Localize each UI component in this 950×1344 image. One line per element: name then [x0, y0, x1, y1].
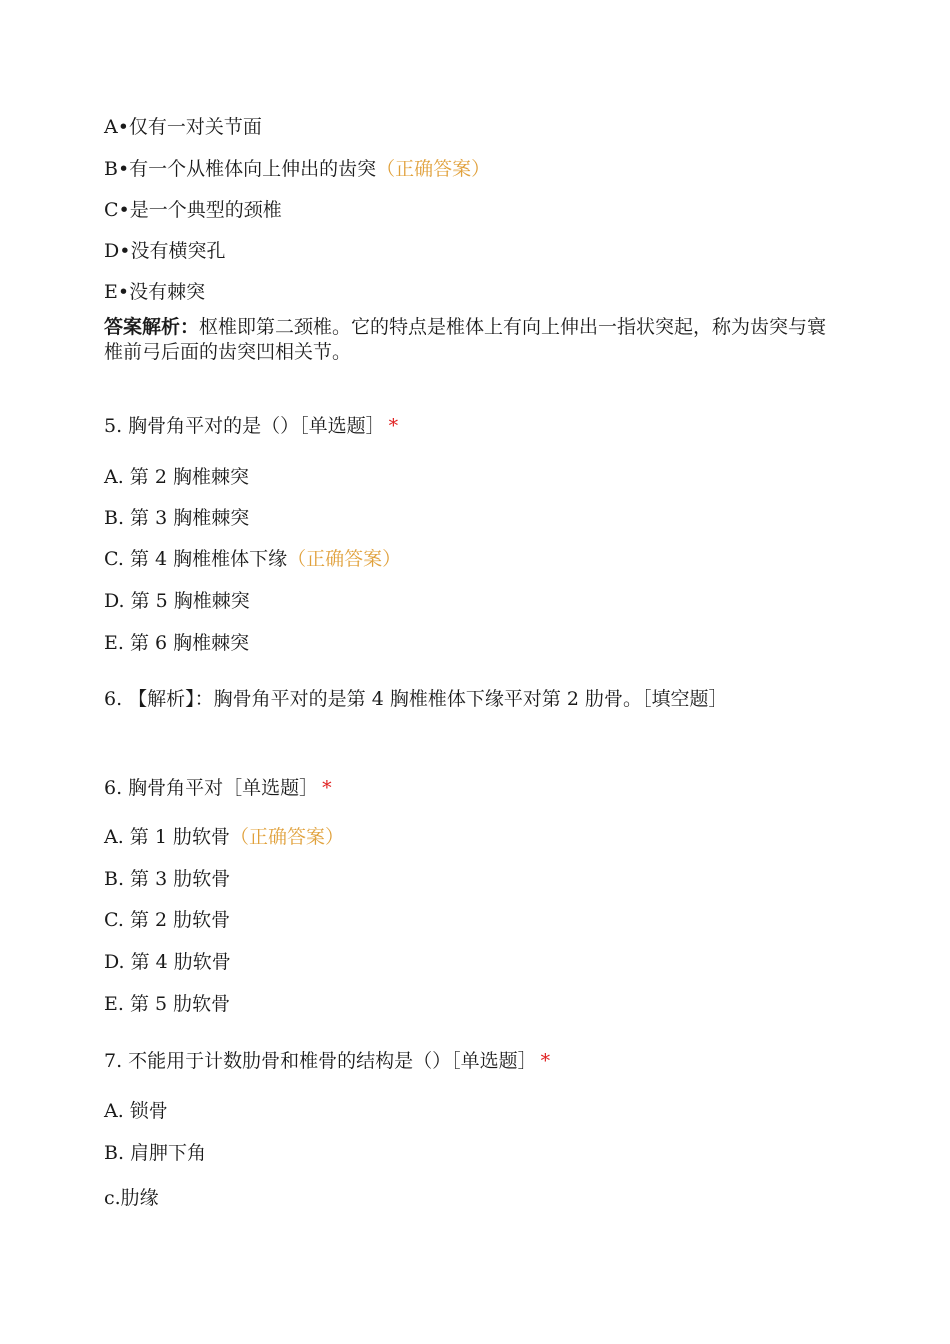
question-6-analysis: [104, 687, 728, 711]
analysis-text: 枢椎即第二颈椎。它的特点是椎体上有向上伸出一指状突起，称为齿突与寰椎前弓后面的齿突凹相关节。: [104, 316, 827, 363]
option-text: C. 第 4 胸椎椎体下缘: [104, 548, 288, 570]
option-text: B. 第 3 胸椎棘突: [104, 507, 250, 529]
answer-analysis: [104, 315, 844, 365]
correct-answer-mark: （正确答案）: [287, 548, 402, 570]
question-text: 6. 【解析】：胸骨角平对的是第 4 胸椎椎体下缘平对第 2 肋骨。［填空题］: [104, 688, 728, 710]
q5-option-a: [104, 465, 249, 489]
required-star: *: [540, 1050, 551, 1072]
option-text: A. 锁骨: [104, 1100, 168, 1122]
option-text: D. 第 4 肋软骨: [104, 951, 231, 973]
option-text: E. 第 6 胸椎棘突: [104, 632, 250, 654]
q6-option-c: [104, 908, 230, 932]
question-5-title: [104, 414, 398, 438]
option-text: E. 第 5 肋软骨: [104, 993, 231, 1015]
correct-answer-mark: （正确答案）: [376, 158, 491, 180]
q5-option-b: [104, 506, 249, 530]
option-text: E•没有棘突: [104, 281, 206, 303]
correct-answer-mark: （正确答案）: [229, 826, 344, 848]
option-text: C. 第 2 肋软骨: [104, 909, 231, 931]
option-a: [104, 115, 262, 139]
option-text: c.肋缘: [104, 1187, 159, 1209]
q5-option-e: [104, 631, 249, 655]
q6-option-e: [104, 992, 230, 1016]
option-text: D•没有横突孔: [104, 240, 226, 262]
q6-option-a: [104, 825, 344, 849]
q5-option-d: [104, 589, 250, 613]
option-text: C•是一个典型的颈椎: [104, 199, 282, 221]
option-text: A•仅有一对关节面: [104, 116, 262, 138]
q6-option-d: [104, 950, 231, 974]
option-b: [104, 157, 490, 181]
option-text: D. 第 5 胸椎棘突: [104, 590, 250, 612]
option-text: A. 第 2 胸椎棘突: [104, 466, 249, 488]
option-text: B. 第 3 肋软骨: [104, 868, 231, 890]
q7-option-a: [104, 1099, 168, 1123]
required-star: *: [322, 777, 332, 799]
q7-option-b: [104, 1141, 206, 1165]
question-text: 5. 胸骨角平对的是（）［单选题］: [104, 415, 385, 437]
question-text: 6. 胸骨角平对［单选题］: [104, 777, 319, 799]
question-text: 7. 不能用于计数肋骨和椎骨的结构是（）［单选题］: [104, 1050, 537, 1072]
option-text: B•有一个从椎体向上伸出的齿突: [104, 158, 377, 180]
option-text: B. 肩胛下角: [104, 1142, 207, 1164]
question-7-title: [104, 1049, 550, 1073]
option-c: [104, 198, 282, 222]
option-d: [104, 239, 225, 263]
q5-option-c: [104, 547, 401, 571]
option-e: [104, 280, 205, 304]
question-6-title: [104, 776, 332, 800]
analysis-label: 答案解析：: [104, 316, 200, 338]
required-star: *: [388, 415, 399, 437]
option-text: A. 第 1 肋软骨: [104, 826, 230, 848]
q6-option-b: [104, 867, 230, 891]
q7-option-c: [104, 1186, 159, 1210]
